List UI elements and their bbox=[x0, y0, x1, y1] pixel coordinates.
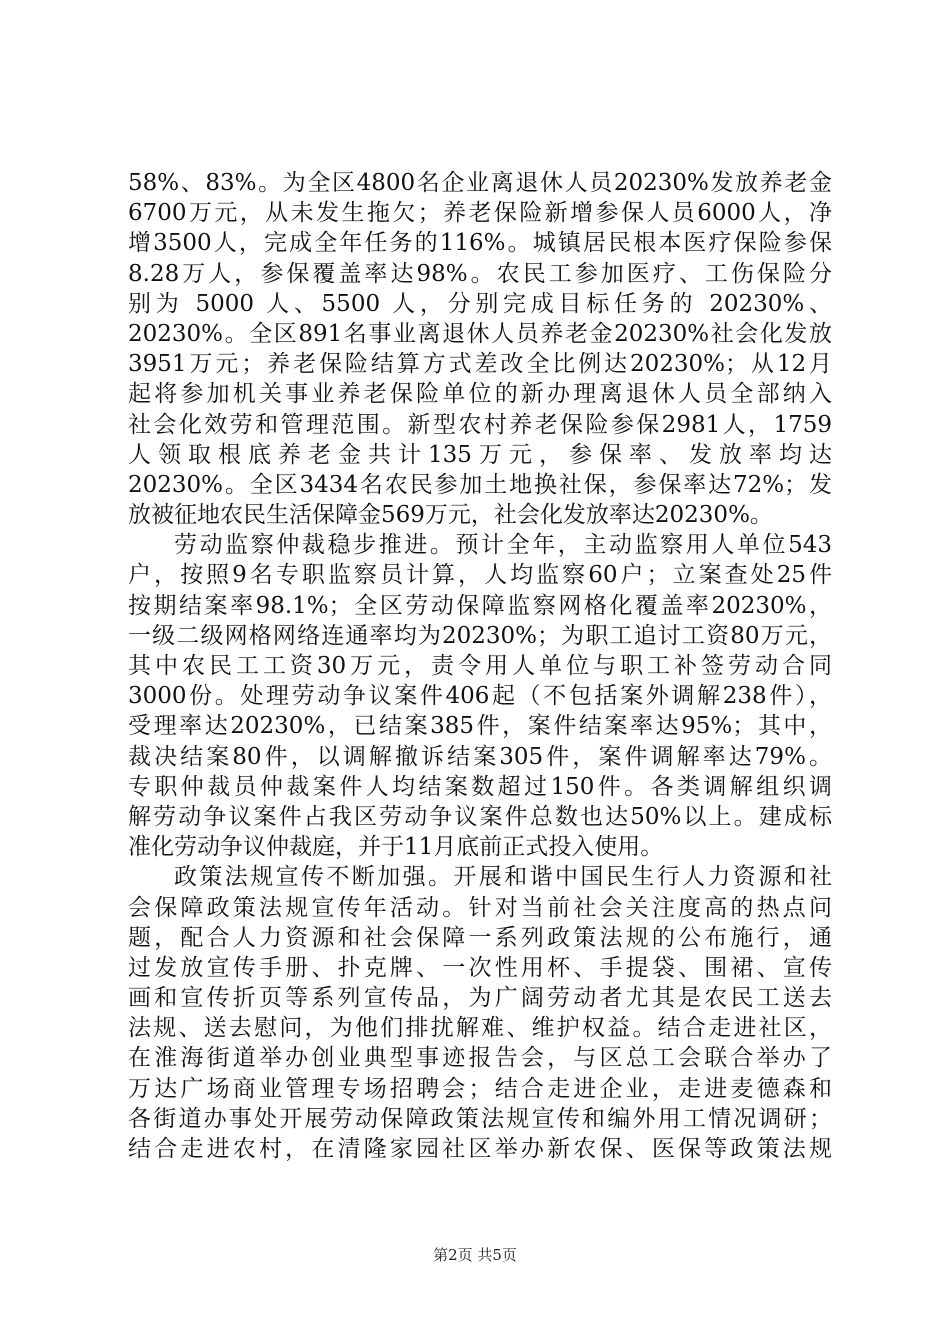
text-line: 6700万元，从未发生拖欠；养老保险新增参保人员6000人，净 bbox=[128, 200, 832, 227]
text-line: 结合走进农村，在清隆家园社区举办新农保、医保等政策法规 bbox=[128, 1136, 832, 1162]
text-line: 解劳动争议案件占我区劳动争议案件总数也达50%以上。建成标 bbox=[128, 803, 832, 830]
text-line: 8.28万人，参保覆盖率达98%。农民工参加医疗、工伤保险分 bbox=[128, 260, 832, 287]
text-line: 放被征地农民生活保障金569万元，社会化发放率达20230%。 bbox=[128, 502, 773, 529]
text-line: 万达广场商业管理专场招聘会；结合走进企业，走进麦德森和 bbox=[128, 1075, 832, 1102]
text-line: 58%、83%。为全区4800名企业离退休人员20230%发放养老金 bbox=[128, 170, 832, 196]
body-text bbox=[128, 168, 832, 1164]
text-line: 题，配合人力资源和社会保障一系列政策法规的公布施行，通 bbox=[128, 924, 832, 951]
text-line: 3951万元；养老保险结算方式差改全比例达20230%；从12月 bbox=[128, 351, 832, 378]
text-line: 法规、送去慰问，为他们排扰解难、维护权益。结合走进社区， bbox=[128, 1015, 832, 1042]
text-line: 画和宣传折页等系列宣传品，为广阔劳动者尤其是农民工送去 bbox=[128, 985, 832, 1012]
page-number-footer: 第2页 共5页 bbox=[433, 1246, 517, 1264]
text-line: 准化劳动争议仲裁庭，并于11月底前正式投入使用。 bbox=[128, 834, 664, 861]
text-line: 3000份。处理劳动争议案件406起（不包括案外调解238件）， bbox=[128, 683, 832, 710]
text-line: 起将参加机关事业养老保险单位的新办理离退休人员全部纳入 bbox=[128, 381, 832, 408]
text-line: 社会化效劳和管理范围。新型农村养老保险参保2981人，1759 bbox=[128, 411, 832, 438]
text-line: 一级二级网格网络连通率均为20230%；为职工追讨工资80万元， bbox=[128, 622, 832, 649]
text-line: 户，按照9名专职监察员计算，人均监察60户；立案查处25件 bbox=[128, 562, 832, 589]
text-line: 裁决结案80件，以调解撤诉结案305件，案件调解率达79%。 bbox=[128, 743, 832, 770]
text-line: 增3500人，完成全年任务的116%。城镇居民根本医疗保险参保 bbox=[128, 230, 832, 257]
text-line: 20230%。全区3434名农民参加土地换社保，参保率达72%；发 bbox=[128, 471, 832, 498]
text-line: 人领取根底养老金共计135万元，参保率、发放率均达 bbox=[128, 441, 832, 468]
text-line: 专职仲裁员仲裁案件人均结案数超过150件。各类调解组织调 bbox=[128, 773, 832, 800]
paragraph-start-line: 劳动监察仲裁稳步推进。预计全年，主动监察用人单位543 bbox=[174, 532, 832, 559]
text-line: 在淮海街道举办创业典型事迹报告会，与区总工会联合举办了 bbox=[128, 1045, 832, 1072]
paragraph-start-line: 政策法规宣传不断加强。开展和谐中国民生行人力资源和社 bbox=[174, 864, 832, 891]
text-line: 其中农民工工资30万元，责令用人单位与职工补签劳动合同 bbox=[128, 653, 832, 679]
text-line: 20230%。全区891名事业离退休人员养老金20230%社会化发放 bbox=[128, 320, 832, 347]
text-line: 会保障政策法规宣传年活动。针对当前社会关注度高的热点问 bbox=[128, 894, 832, 921]
text-line: 别为 5000 人、5500 人，分别完成目标任务的 20230%、 bbox=[128, 290, 832, 317]
text-line: 过发放宣传手册、扑克牌、一次性用杯、手提袋、围裙、宣传 bbox=[128, 954, 832, 981]
text-line: 各街道办事处开展劳动保障政策法规宣传和编外用工情况调研； bbox=[128, 1105, 832, 1132]
text-line: 按期结案率98.1%；全区劳动保障监察网格化覆盖率20230%， bbox=[128, 592, 832, 619]
text-line: 受理率达20230%，已结案385件，案件结案率达95%；其中， bbox=[128, 713, 832, 740]
